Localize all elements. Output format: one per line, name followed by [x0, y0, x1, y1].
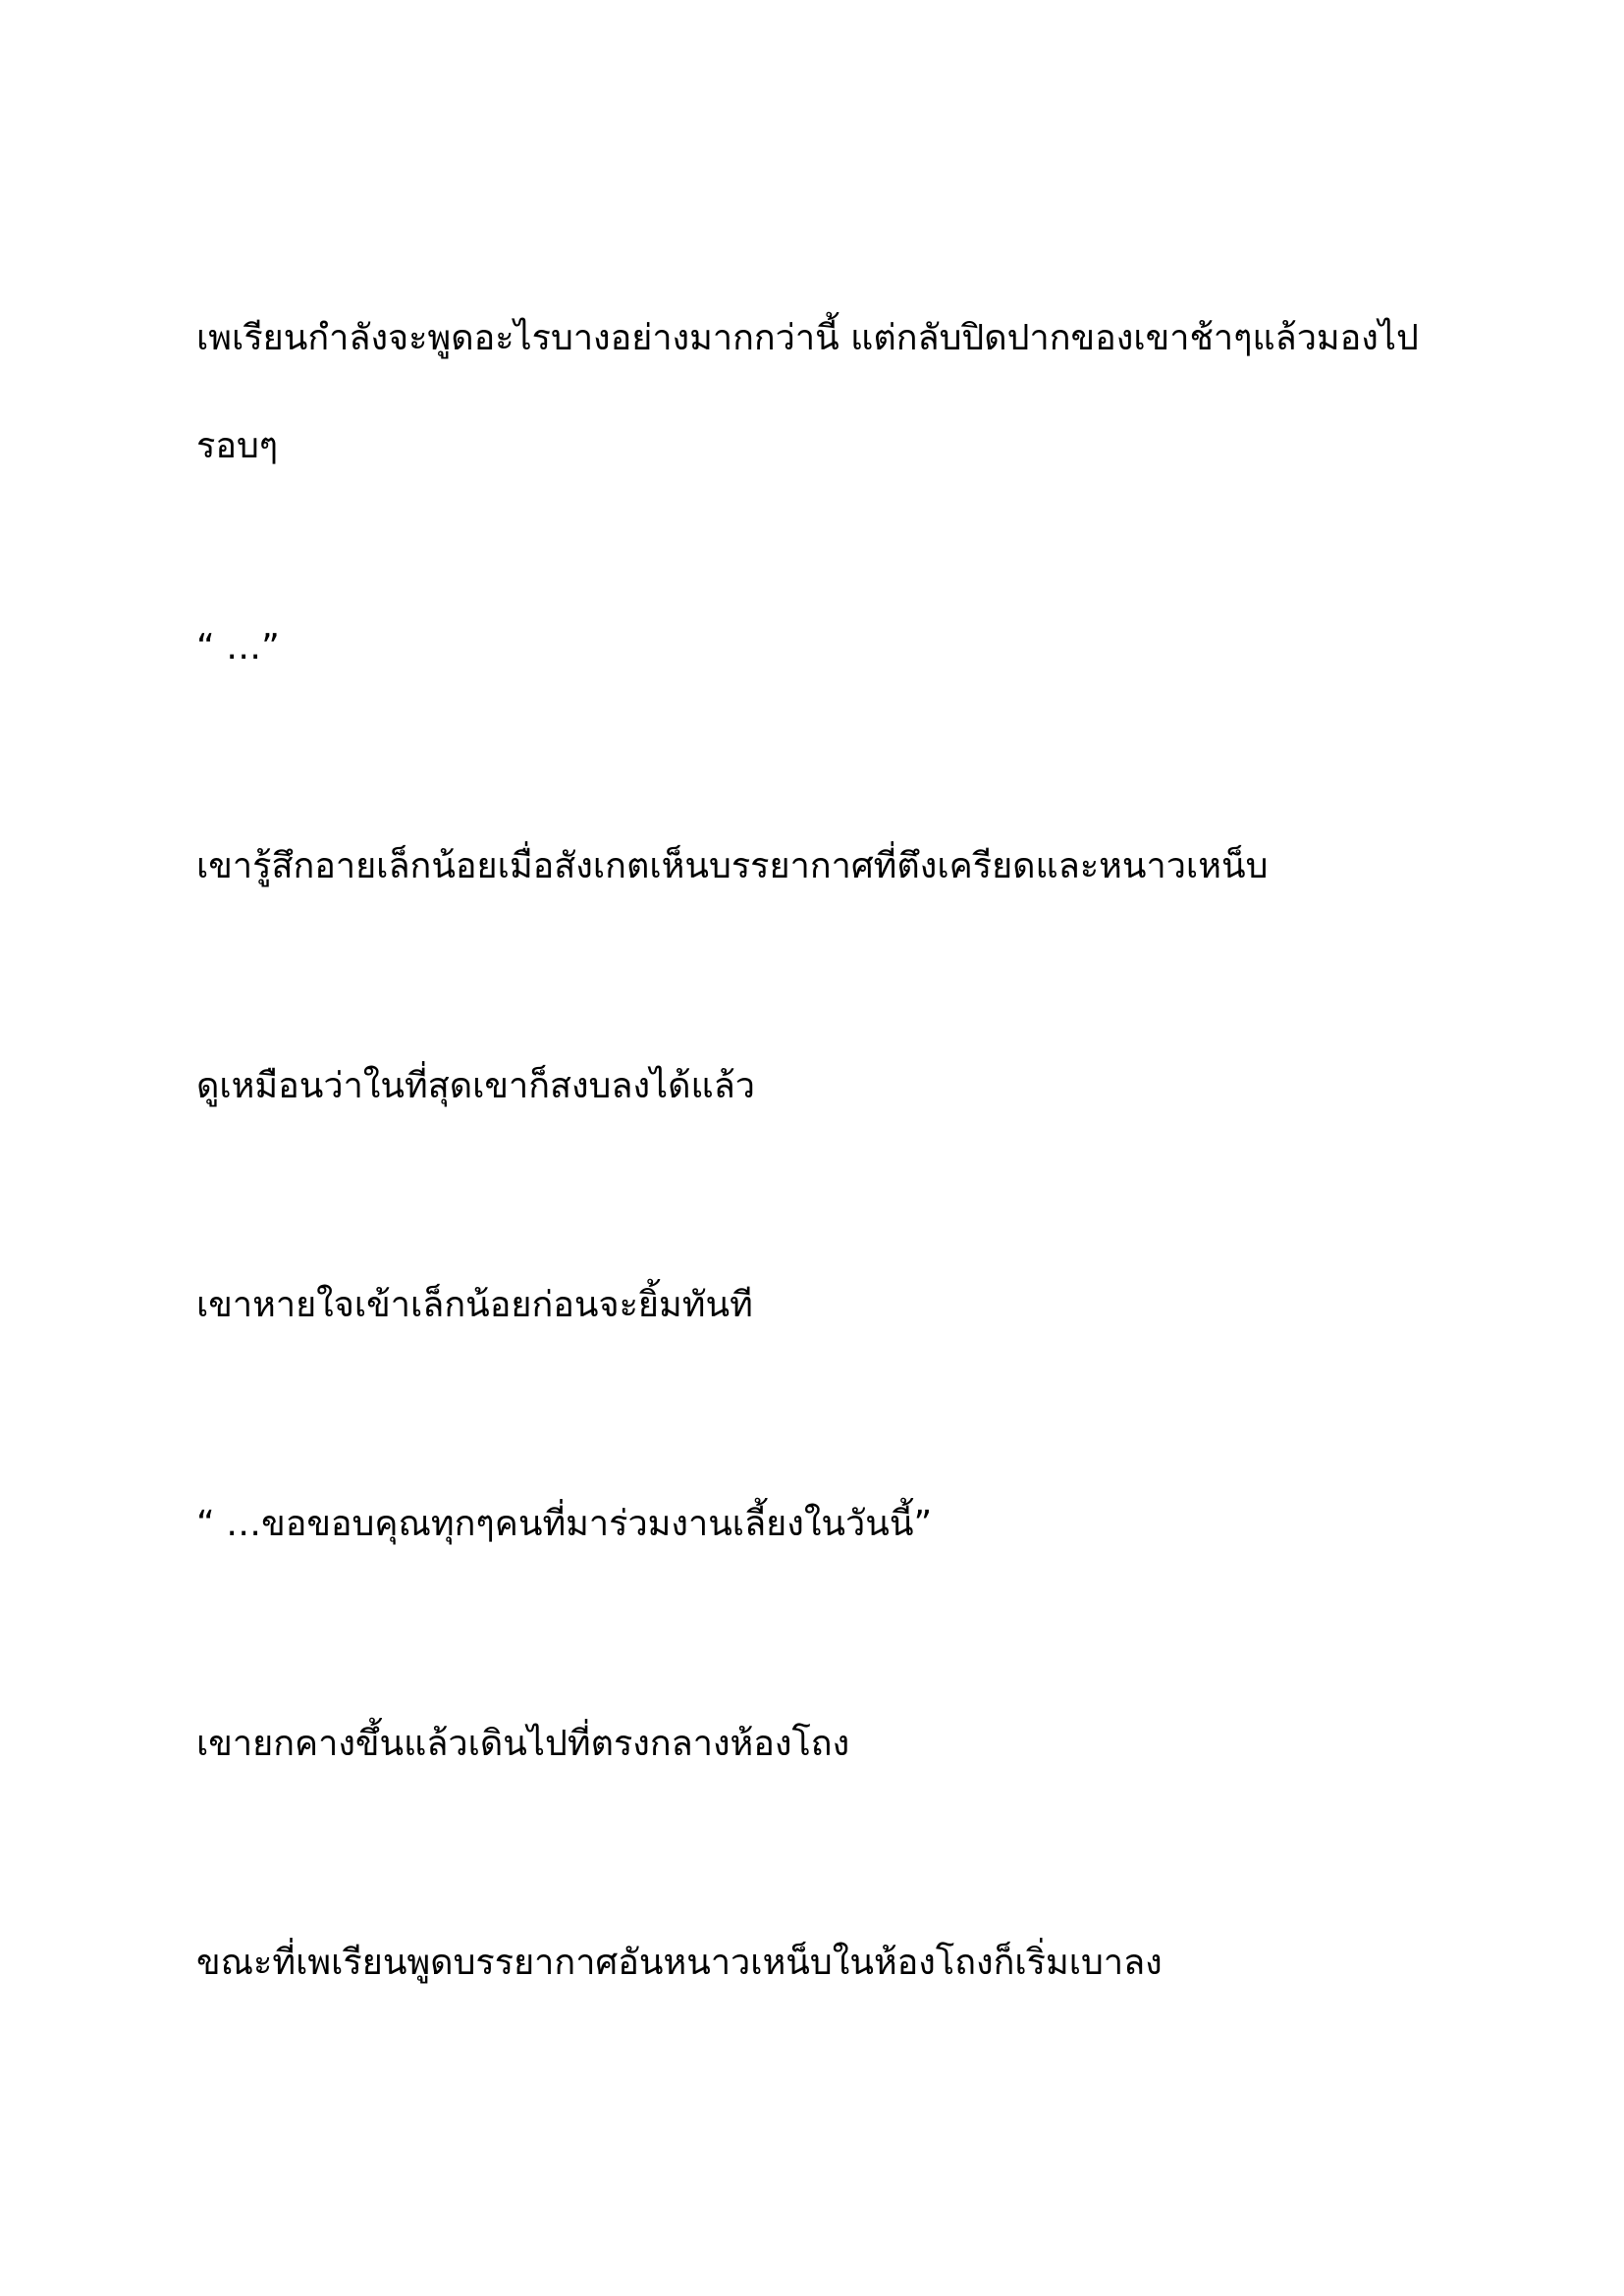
paragraph: เขายกคางขึ้นแล้วเดินไปที่ตรงกลางห้องโถง [196, 1724, 850, 1764]
paragraph: เพเรียนกำลังจะพูดอะไรบางอย่างมากกว่านี้ แต่กลับปิดปากของเขาช้าๆแล้วมองไปรอบๆ [196, 318, 1419, 466]
paragraph: ขณะที่เพเรียนพูดบรรยากาศอันหนาวเหน็บในห้องโถงก็เริ่มเบาลง [196, 1943, 1163, 1983]
paragraph: เขาหายใจเข้าเล็กน้อยก่อนจะยิ้มทันที [196, 1285, 753, 1325]
paragraph: “ …” [196, 627, 280, 667]
paragraph: “ …ขอขอบคุณทุกๆคนที่มาร่วมงานเลี้ยงในวันนี้” [196, 1504, 933, 1544]
paragraph: ดูเหมือนว่าในที่สุดเขาก็สงบลงได้แล้ว [196, 1066, 756, 1106]
paragraph: เขารู้สึกอายเล็กน้อยเมื่อสังเกตเห็นบรรยากาศที่ตึงเครียดและหนาวเหน็บ [196, 846, 1269, 886]
